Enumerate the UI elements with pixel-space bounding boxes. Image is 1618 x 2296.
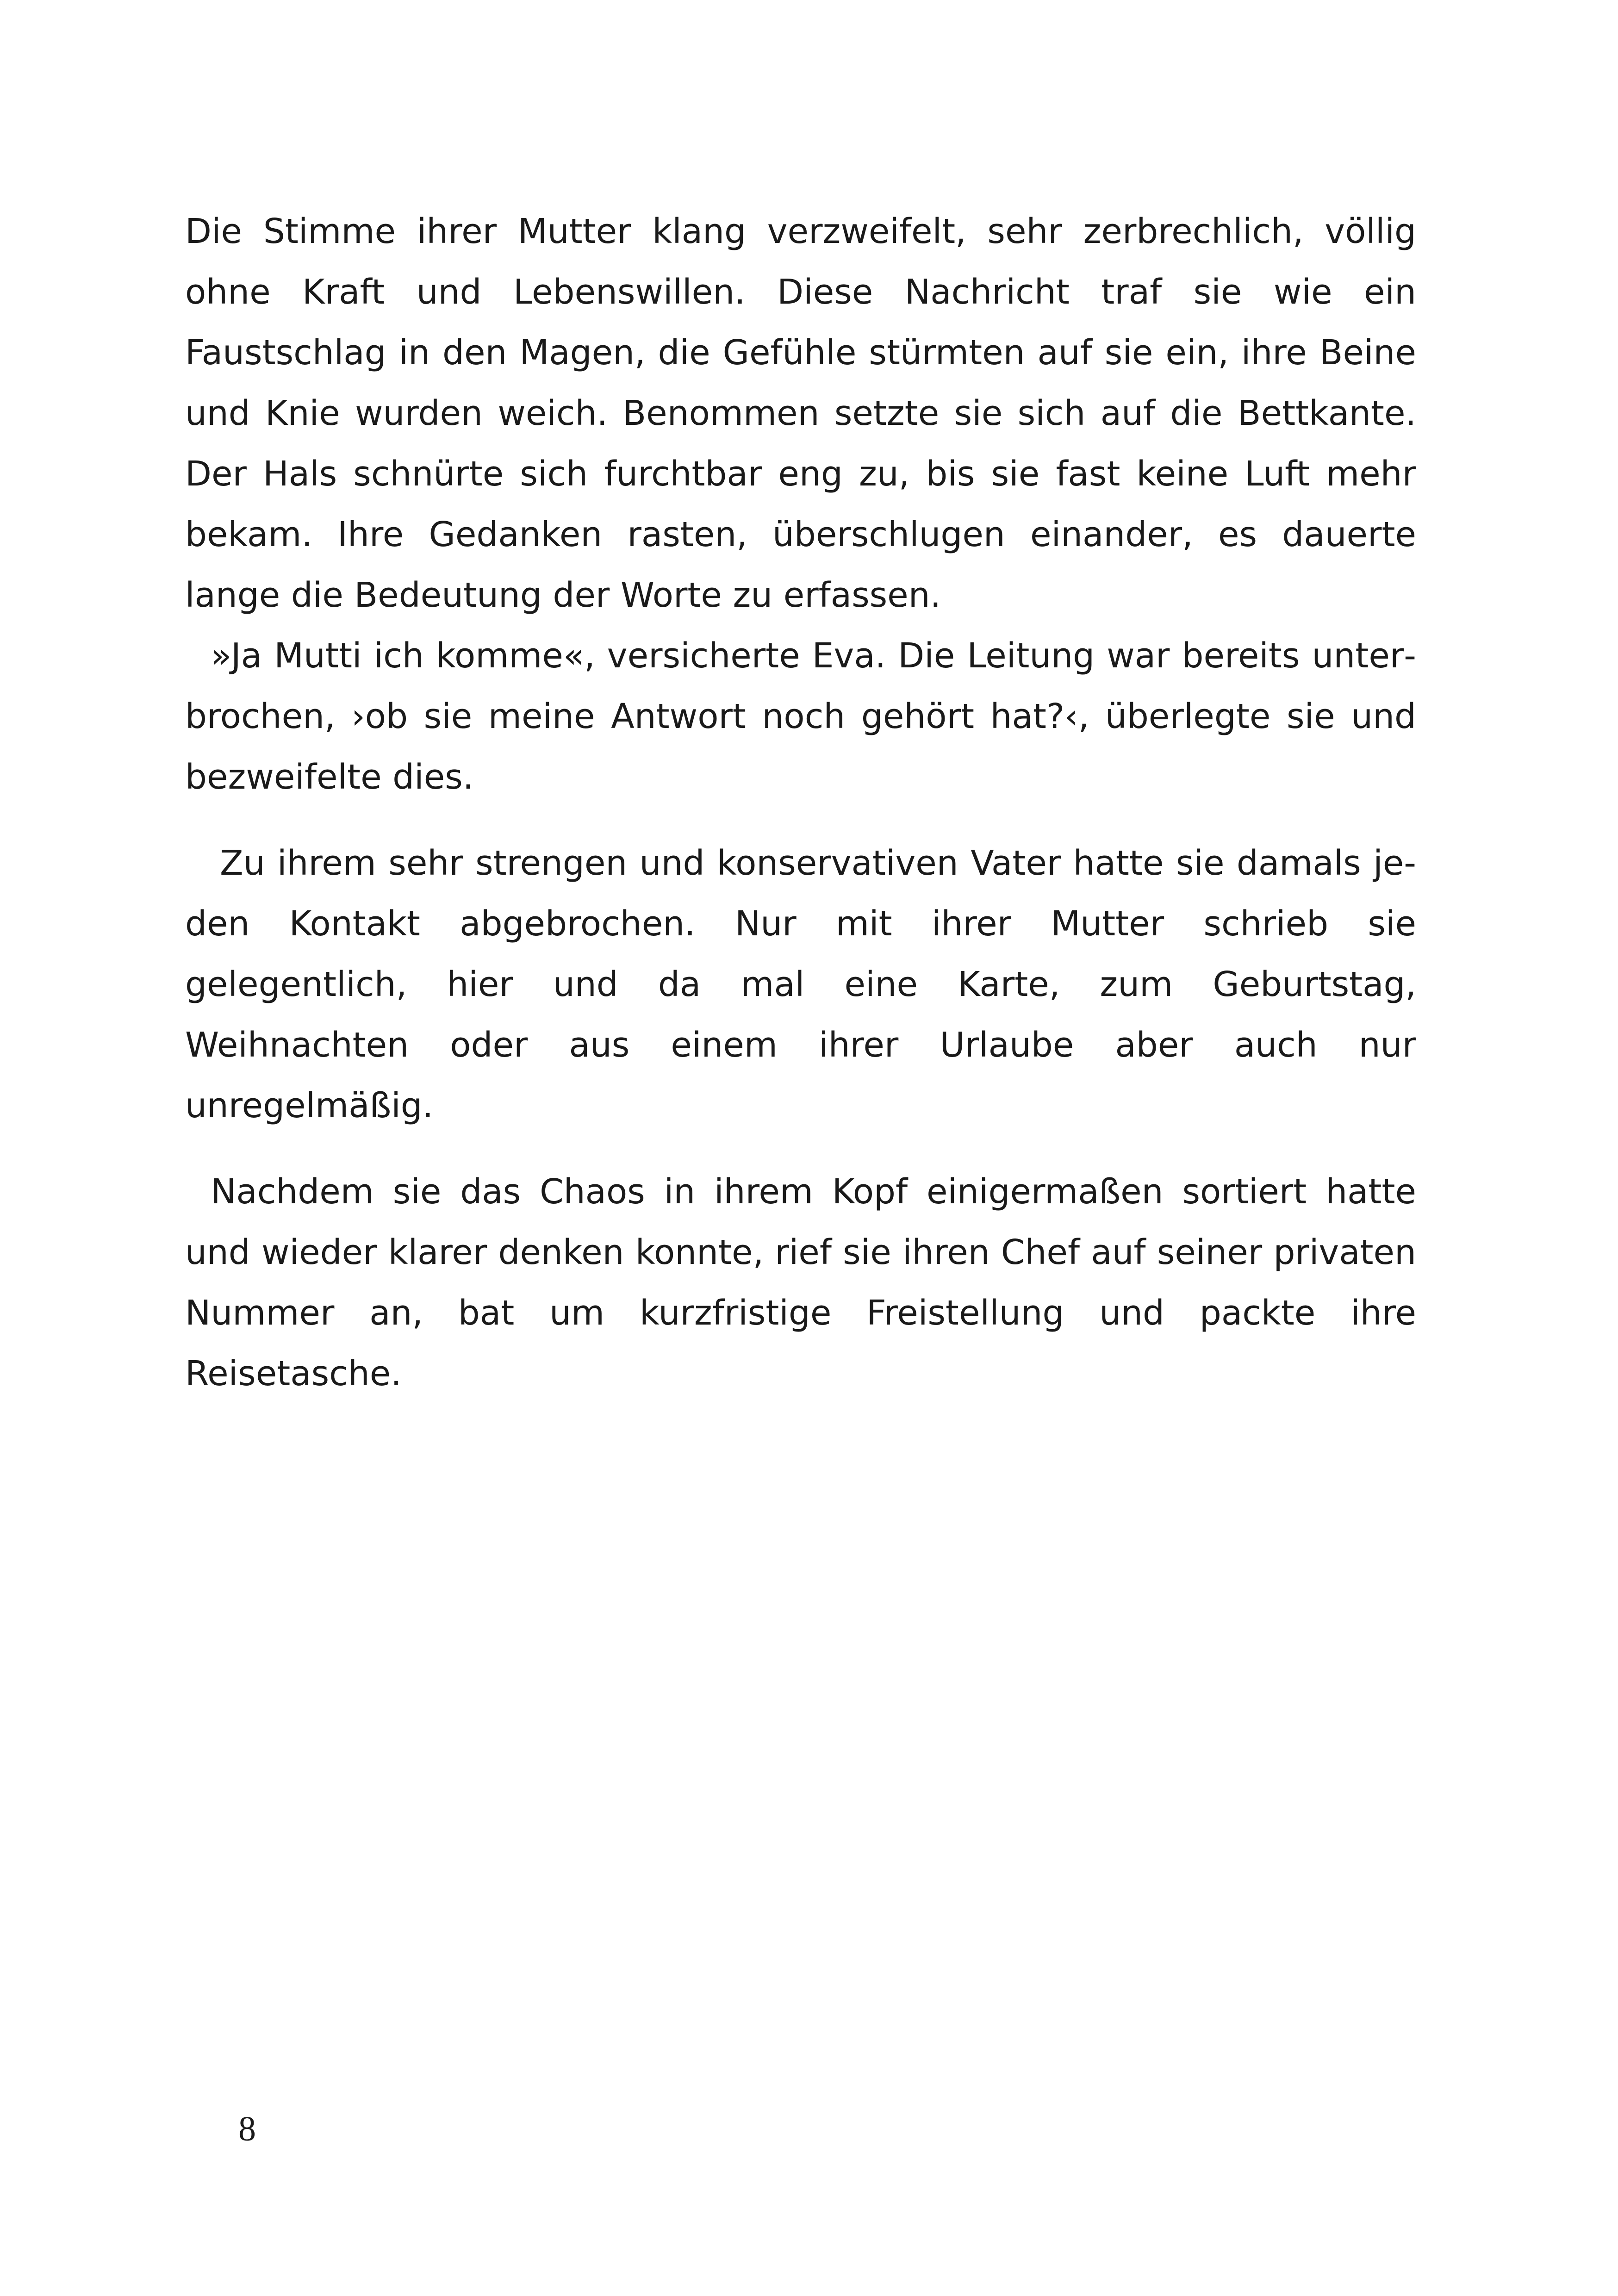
body-text <box>185 201 1416 1404</box>
page-number: 8 <box>238 2109 256 2148</box>
paragraph-father-contact: Zu ihrem sehr strengen und konservativen Vater hatte sie damals jeden Kontakt abgebrochen. Nur mit ihrer Mutter schrieb sie gelegentlich, hier und da mal eine Karte, zum Geburtstag, Weihnachten oder aus einem ihrer Urlaube aber auch nur unregelmäßig. <box>185 843 1416 1126</box>
paragraph-reply-eva: »Ja Mutti ich komme«, versicherte Eva. Die Leitung war bereits unterbrochen, ›ob sie meine Antwort noch gehört hat?‹, überlegte sie und bezweifelte dies. <box>185 636 1416 797</box>
paragraph-chaos-sorted: Nachdem sie das Chaos in ihrem Kopf einigermaßen sortiert hatte und wieder klarer denken konnte, rief sie ihren Chef auf seiner privaten Nummer an, bat um kurzfristige Freistellung und packte ihre Reisetasche. <box>185 1172 1416 1394</box>
paragraph-mother-voice: Die Stimme ihrer Mutter klang verzweifelt, sehr zerbrechlich, völlig ohne Kraft und Lebenswillen. Diese Nachricht traf sie wie ein Faustschlag in den Magen, die Gefühle stürmten auf sie ein, ihre Beine und Knie wurden weich. Benommen setzte sie sich auf die Bettkante. Der Hals schnürte sich furchtbar eng zu, bis sie fast keine Luft mehr bekam. Ihre Gedanken rasten, überschlugen einander, es dauerte lange die Bedeutung der Worte zu erfassen. <box>185 212 1416 615</box>
